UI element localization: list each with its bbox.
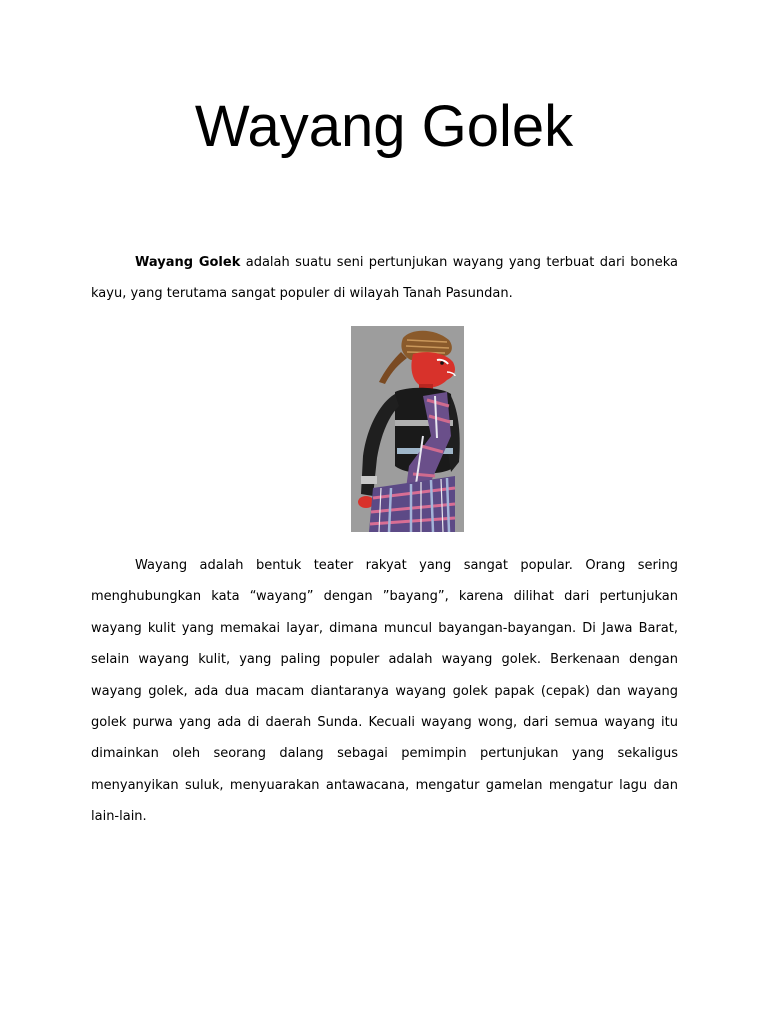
puppet-pupil: [440, 361, 444, 365]
intro-paragraph: [91, 247, 678, 310]
arm-band: [361, 476, 377, 484]
intro-bold-lead: Wayang Golek: [135, 255, 241, 270]
intro-text: adalah suatu seni pertunjukan wayang yang terbuat dari boneka kayu, yang terutama sangat populer di wilayah Tanah Pasundan.: [91, 255, 679, 302]
puppet-illustration: [351, 326, 464, 532]
body-text: Wayang adalah bentuk teater rakyat yang sangat popular. Orang sering menghubungkan kata “wayang” dengan ”bayang”, karena dilihat dari pertunjukan wayang kulit yang memakai layar, dimana muncul bayangan-bayangan. Di Jawa Barat, selain wayang kulit, yang paling populer adalah wayang golek. Berkenaan dengan wayang golek, ada dua macam diantaranya wayang golek papak (cepak) dan wayang golek purwa yang ada di daerah Sunda. Kecuali wayang wong, dari semua wayang itu dimainkan oleh seorang dalang sebagai pemimpin pertunjukan yang sekaligus menyanyikan suluk, menyuarakan antawacana, mengatur gamelan mengatur lagu dan lain-lain.: [91, 558, 678, 825]
wayang-golek-puppet-photo: [351, 326, 464, 532]
page-title: Wayang Golek: [194, 94, 574, 159]
body-paragraph: [91, 550, 678, 833]
